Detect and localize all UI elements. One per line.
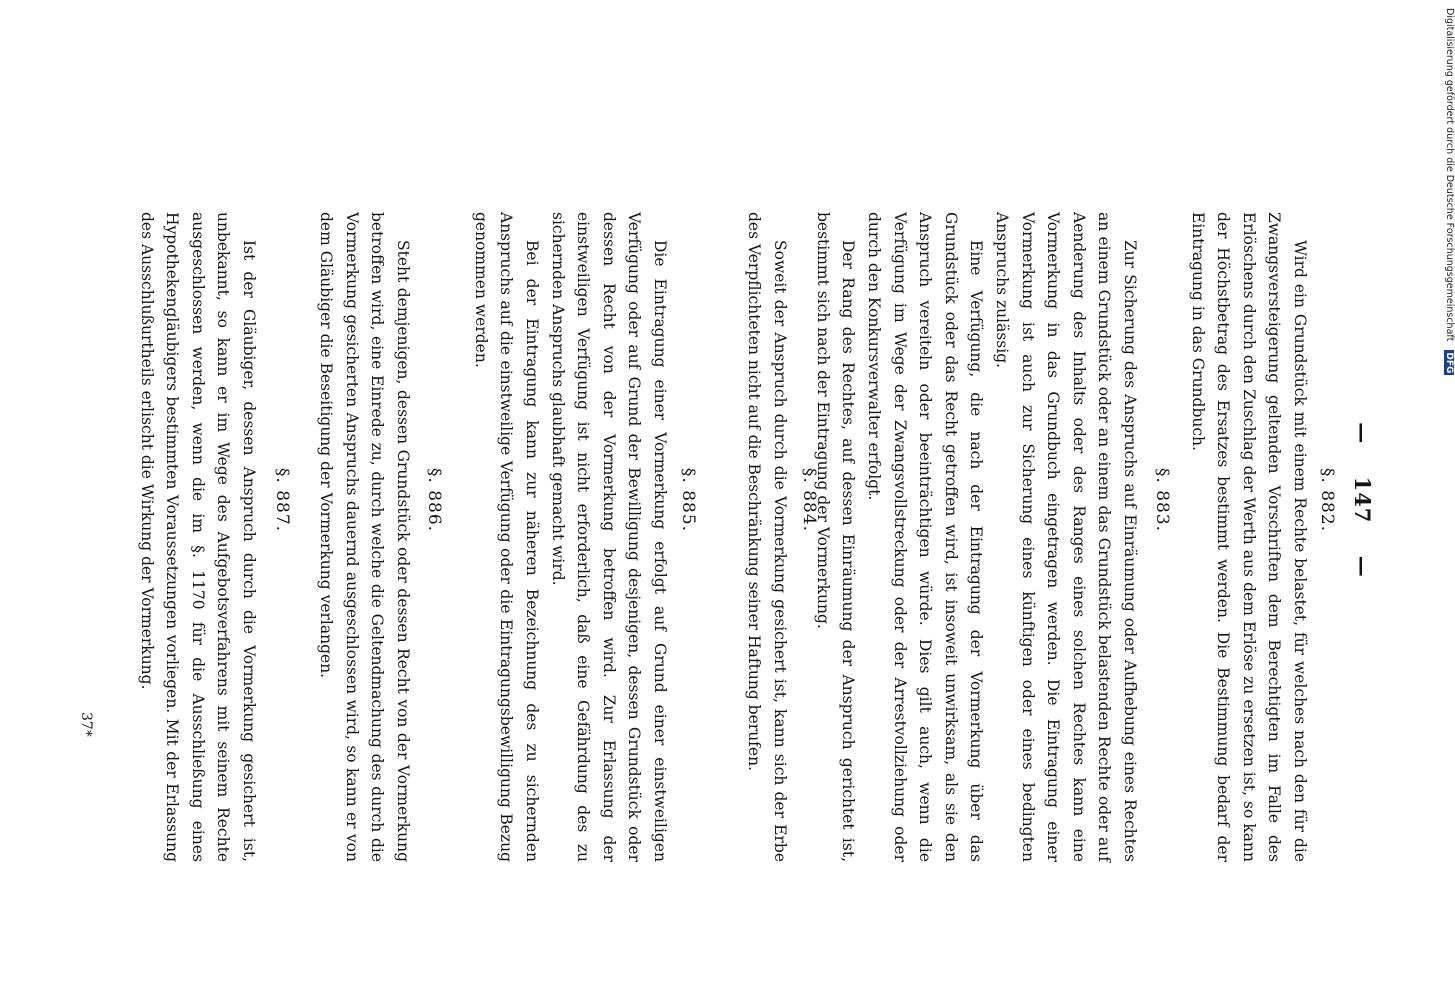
section-heading-883: §. 883. xyxy=(1152,467,1172,533)
paragraph: Steht demjenigen, dessen Grundstück oder dessen Recht von der Vormerkung betroffen wird, eine Einrede zu, durch welche die Geltendmachung des durch die Vormerkung gesicherten Anspruchs dauernd ausgeschlossen wird, so kann er von dem Gläubiger die Beseitigung der Vormerkung verlangen. xyxy=(317,212,412,862)
section-882-body xyxy=(1184,212,1312,862)
section-heading-885: §. 885. xyxy=(678,467,698,533)
section-heading-882: §. 882. xyxy=(1317,467,1337,533)
page-header xyxy=(1350,0,1375,1000)
section-heading-884: §. 884. xyxy=(799,467,819,533)
paragraph: Der Rang des Rechtes, auf dessen Einräumung der Anspruch gerichtet ist, bestimmt sich nach der Eintragung der Vormerkung. xyxy=(813,212,858,862)
section-887-body xyxy=(133,212,261,862)
paragraph: Ist der Gläubiger, dessen Anspruch durch die Vormerkung gesichert ist, unbekannt, so kann er im Wege des Aufgebotsverfahrens mit seinem Rechte ausgeschlossen werden, wenn die im §. 1170 für die Ausschließung eines Hypothekengläubigers bestimmten Voraussetzungen vorliegen. Mit der Erlassung des Ausschlußurtheils erlischt die Wirkung der Vormerkung. xyxy=(137,212,258,862)
dfg-logo: DFG xyxy=(1444,352,1454,374)
section-886-body xyxy=(313,212,415,862)
section-heading-887: §. 887. xyxy=(272,467,292,533)
paragraph: Zur Sicherung des Anspruchs auf Einräumung oder Aufhebung eines Rechtes an einem Grundstück oder an einem das Grundstück belastenden Rechte oder auf Aenderung des Inhalts oder des Ranges eines solchen Rechtes kann eine Vormerkung in das Grundbuch eingetragen werden. Die Eintragung einer Vormerkung ist auch zur Sicherung eines künftigen oder eines bedingten Anspruchs zulässig. xyxy=(993,212,1139,862)
paragraph: Wird ein Grundstück mit einem Rechte belastet, für welches nach den für die Zwangsversteigerung geltenden Vorschriften dem Berechtigten im Falle des Erlöschens durch den Zuschlag der Werth aus dem Erlöse zu ersetzen ist, so kann der Höchstbetrag des Ersatzes bestimmt werden. Die Bestimmung bedarf der Eintragung in das Grundbuch. xyxy=(1188,212,1309,862)
section-heading-886: §. 886. xyxy=(424,467,444,533)
section-884-body xyxy=(741,212,792,862)
paragraph: Bei der Eintragung kann zur näheren Bezeichnung des zu sichernden Anspruchs auf die einstweilige Verfügung oder die Eintragungsbewilligung Bezug genommen werden. xyxy=(471,212,542,862)
paragraph: Soweit der Anspruch durch die Vormerkung gesichert ist, kann sich der Erbe des Verpflichteten nicht auf die Beschränkung seiner Haftung berufen. xyxy=(745,212,789,862)
section-885-body xyxy=(467,212,672,862)
paragraph: Eine Verfügung, die nach der Eintragung der Vormerkung über das Grundstück oder das Recht getroffen wird, ist insoweit unwirksam, als sie den Anspruch vereiteln oder beeinträchtigen würde. Dies gilt auch, wenn die Verfügung im Wege der Zwangsvollstreckung oder der Arrestvollziehung oder durch den Konkursverwalter erfolgt. xyxy=(865,212,986,862)
digitization-credit xyxy=(1444,8,1455,998)
page-number: 147 xyxy=(1350,476,1375,524)
credit-text: Digitalisierung gefördert durch die Deutsche Forschungsgemeinschaft xyxy=(1444,8,1455,342)
section-883-body xyxy=(809,212,1142,862)
signature-mark: 37* xyxy=(78,712,94,737)
header-dash-left: — xyxy=(1350,422,1375,445)
paragraph: Die Eintragung einer Vormerkung erfolgt auf Grund einer einstweiligen Verfügung oder auf Grund der Bewilligung desjenigen, dessen Grundstück oder dessen Recht von der Vormerkung betroffen wird. Zur Erlassung der einstweiligen Verfügung ist nicht erforderlich, daß eine Gefährdung des zu sichernden Anspruchs glaubhaft gemacht wird. xyxy=(548,212,669,862)
header-dash-right: — xyxy=(1350,555,1375,578)
